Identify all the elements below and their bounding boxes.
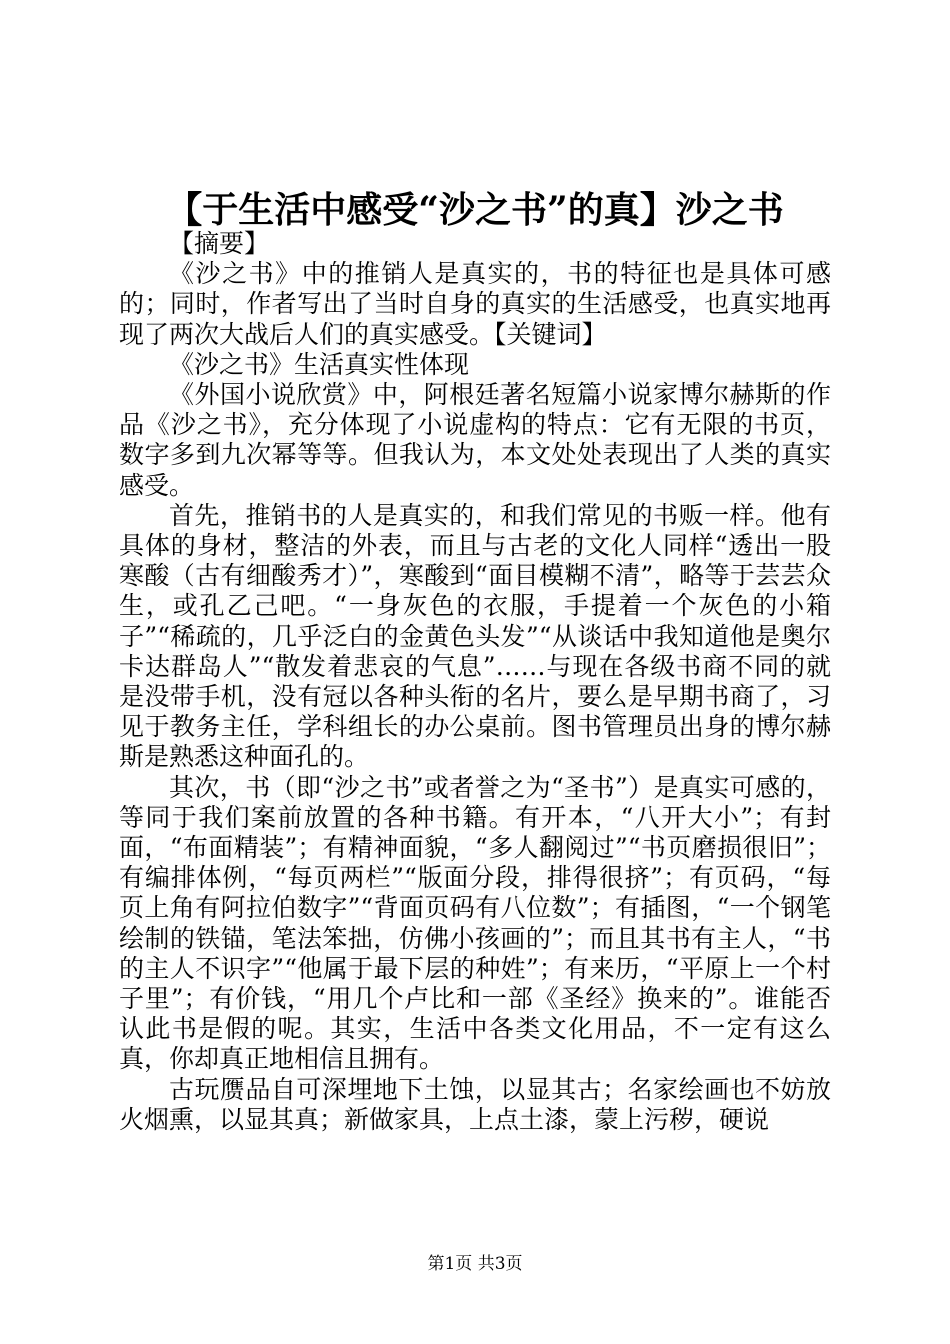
paragraph: 《外国小说欣赏》中，阿根廷著名短篇小说家博尔赫斯的作品《沙之书》，充分体现了小说虚构的特点：它有无限的书页，数字多到九次幂等等。但我认为，本文处处表现出了人类的真实感受。 bbox=[119, 380, 831, 500]
paragraph: 其次，书（即“沙之书”或者誉之为“圣书”）是真实可感的，等同于我们案前放置的各种书籍。有开本，“八开大小”；有封面，“布面精装”；有精神面貌，“多人翻阅过”“书页磨损很旧”；有编排体例，“每页两栏”“版面分段，排得很挤”；有页码，“每页上角有阿拉伯数字”“背面页码有八位数”；有插图，“一个钢笔绘制的铁锚，笔法笨拙，仿佛小孩画的”；而且其书有主人，“书的主人不识字”“他属于最下层的种姓”；有来历，“平原上一个村子里”；有价钱，“用几个卢比和一部《圣经》换来的”。谁能否认此书是假的呢。其实，生活中各类文化用品，不一定有这么真，你却真正地相信且拥有。 bbox=[119, 772, 831, 1074]
paragraph: 《沙之书》中的推销人是真实的，书的特征也是具体可感的；同时，作者写出了当时自身的真实的生活感受，也真实地再现了两次大战后人们的真实感受。【关键词】 bbox=[119, 259, 831, 349]
page-footer: 第1页 共3页 bbox=[427, 1254, 523, 1274]
paragraph: 古玩赝品自可深埋地下土蚀，以显其古；名家绘画也不妨放火烟熏，以显其真；新做家具，上点土漆，蒙上污秽，硬说 bbox=[119, 1074, 831, 1134]
abstract-label: 【摘要】 bbox=[169, 229, 270, 258]
document-title: 【于生活中感受“沙之书”的真】沙之书 bbox=[166, 189, 784, 231]
paragraph: 《沙之书》生活真实性体现 bbox=[169, 349, 470, 379]
document-body bbox=[119, 229, 831, 1135]
paragraph: 首先，推销书的人是真实的，和我们常见的书贩一样。他有具体的身材，整洁的外表，而且与古老的文化人同样“透出一股寒酸（古有细酸秀才）”，寒酸到“面目模糊不清”，略等于芸芸众生，或孔乙己吧。“一身灰色的衣服，手提着一个灰色的小箱子”“稀疏的，几乎泛白的金黄色头发”“从谈话中我知道他是奥尔卡达群岛人”“散发着悲哀的气息”……与现在各级书商不同的就是没带手机，没有冠以各种头衔的名片，要么是早期书商了，习见于教务主任，学科组长的办公桌前。图书管理员出身的博尔赫斯是熟悉这种面孔的。 bbox=[119, 500, 831, 772]
